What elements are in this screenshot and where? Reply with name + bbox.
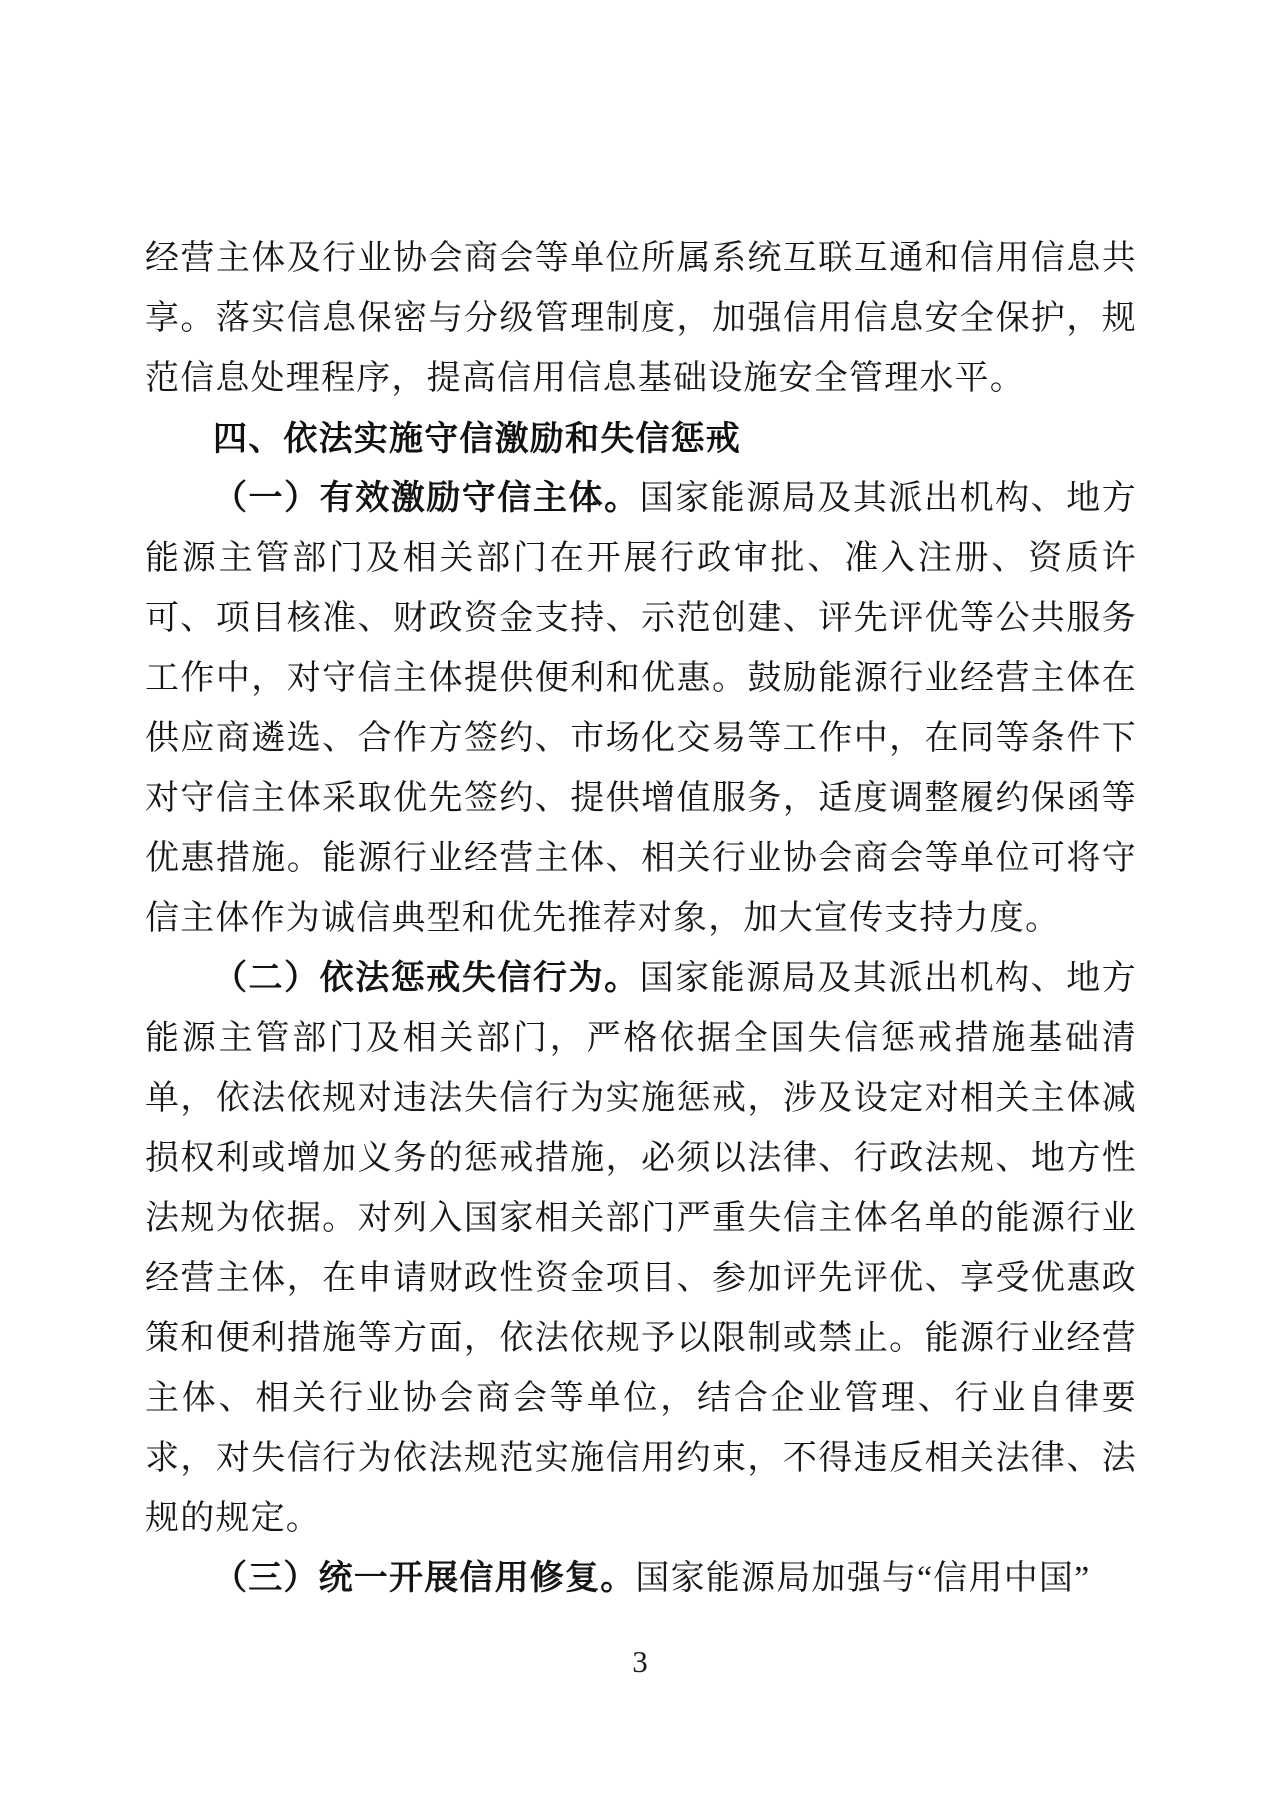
- document-text-block: [145, 229, 1137, 1609]
- paragraph-continuation: 经营主体及行业协会商会等单位所属系统互联互通和信用信息共享。落实信息保密与分级管理制度，加强信用信息安全保护，规范信息处理程序，提高信用信息基础设施安全管理水平。: [145, 240, 1137, 397]
- section-heading: 四、依法实施守信激励和失信惩戒: [213, 420, 741, 458]
- paragraph-item-3: [145, 1549, 1137, 1609]
- paragraph-lead: （三）统一开展信用修复。: [213, 1560, 636, 1597]
- paragraph-item-1: [145, 469, 1137, 949]
- paragraph-body: 国家能源局及其派出机构、地方能源主管部门及相关部门在开展行政审批、准入注册、资质许可、项目核准、财政资金支持、示范创建、评先评优等公共服务工作中，对守信主体提供便利和优惠。鼓励能源行业经营主体在供应商遴选、合作方签约、市场化交易等工作中，在同等条件下对守信主体采取优先签约、提供增值服务，适度调整履约保函等优惠措施。能源行业经营主体、相关行业协会商会等单位可将守信主体作为诚信典型和优先推荐对象，加大宣传支持力度。: [145, 480, 1137, 937]
- paragraph-lead: （一）有效激励守信主体。: [213, 480, 640, 517]
- paragraph-item-2: [145, 949, 1137, 1549]
- paragraph-body: 国家能源局加强与“信用中国”: [635, 1560, 1091, 1597]
- paragraph-body: 国家能源局及其派出机构、地方能源主管部门及相关部门，严格依据全国失信惩戒措施基础清单，依法依规对违法失信行为实施惩戒，涉及设定对相关主体减损权利或增加义务的惩戒措施，必须以法律、行政法规、地方性法规为依据。对列入国家相关部门严重失信主体名单的能源行业经营主体，在申请财政性资金项目、参加评先评优、享受优惠政策和便利措施等方面，依法依规予以限制或禁止。能源行业经营主体、相关行业协会商会等单位，结合企业管理、行业自律要求，对失信行为依法规范实施信用约束，不得违反相关法律、法规的规定。: [145, 960, 1137, 1537]
- page-number: 3: [632, 1644, 648, 1679]
- paragraph-lead: （二）依法惩戒失信行为。: [213, 960, 640, 997]
